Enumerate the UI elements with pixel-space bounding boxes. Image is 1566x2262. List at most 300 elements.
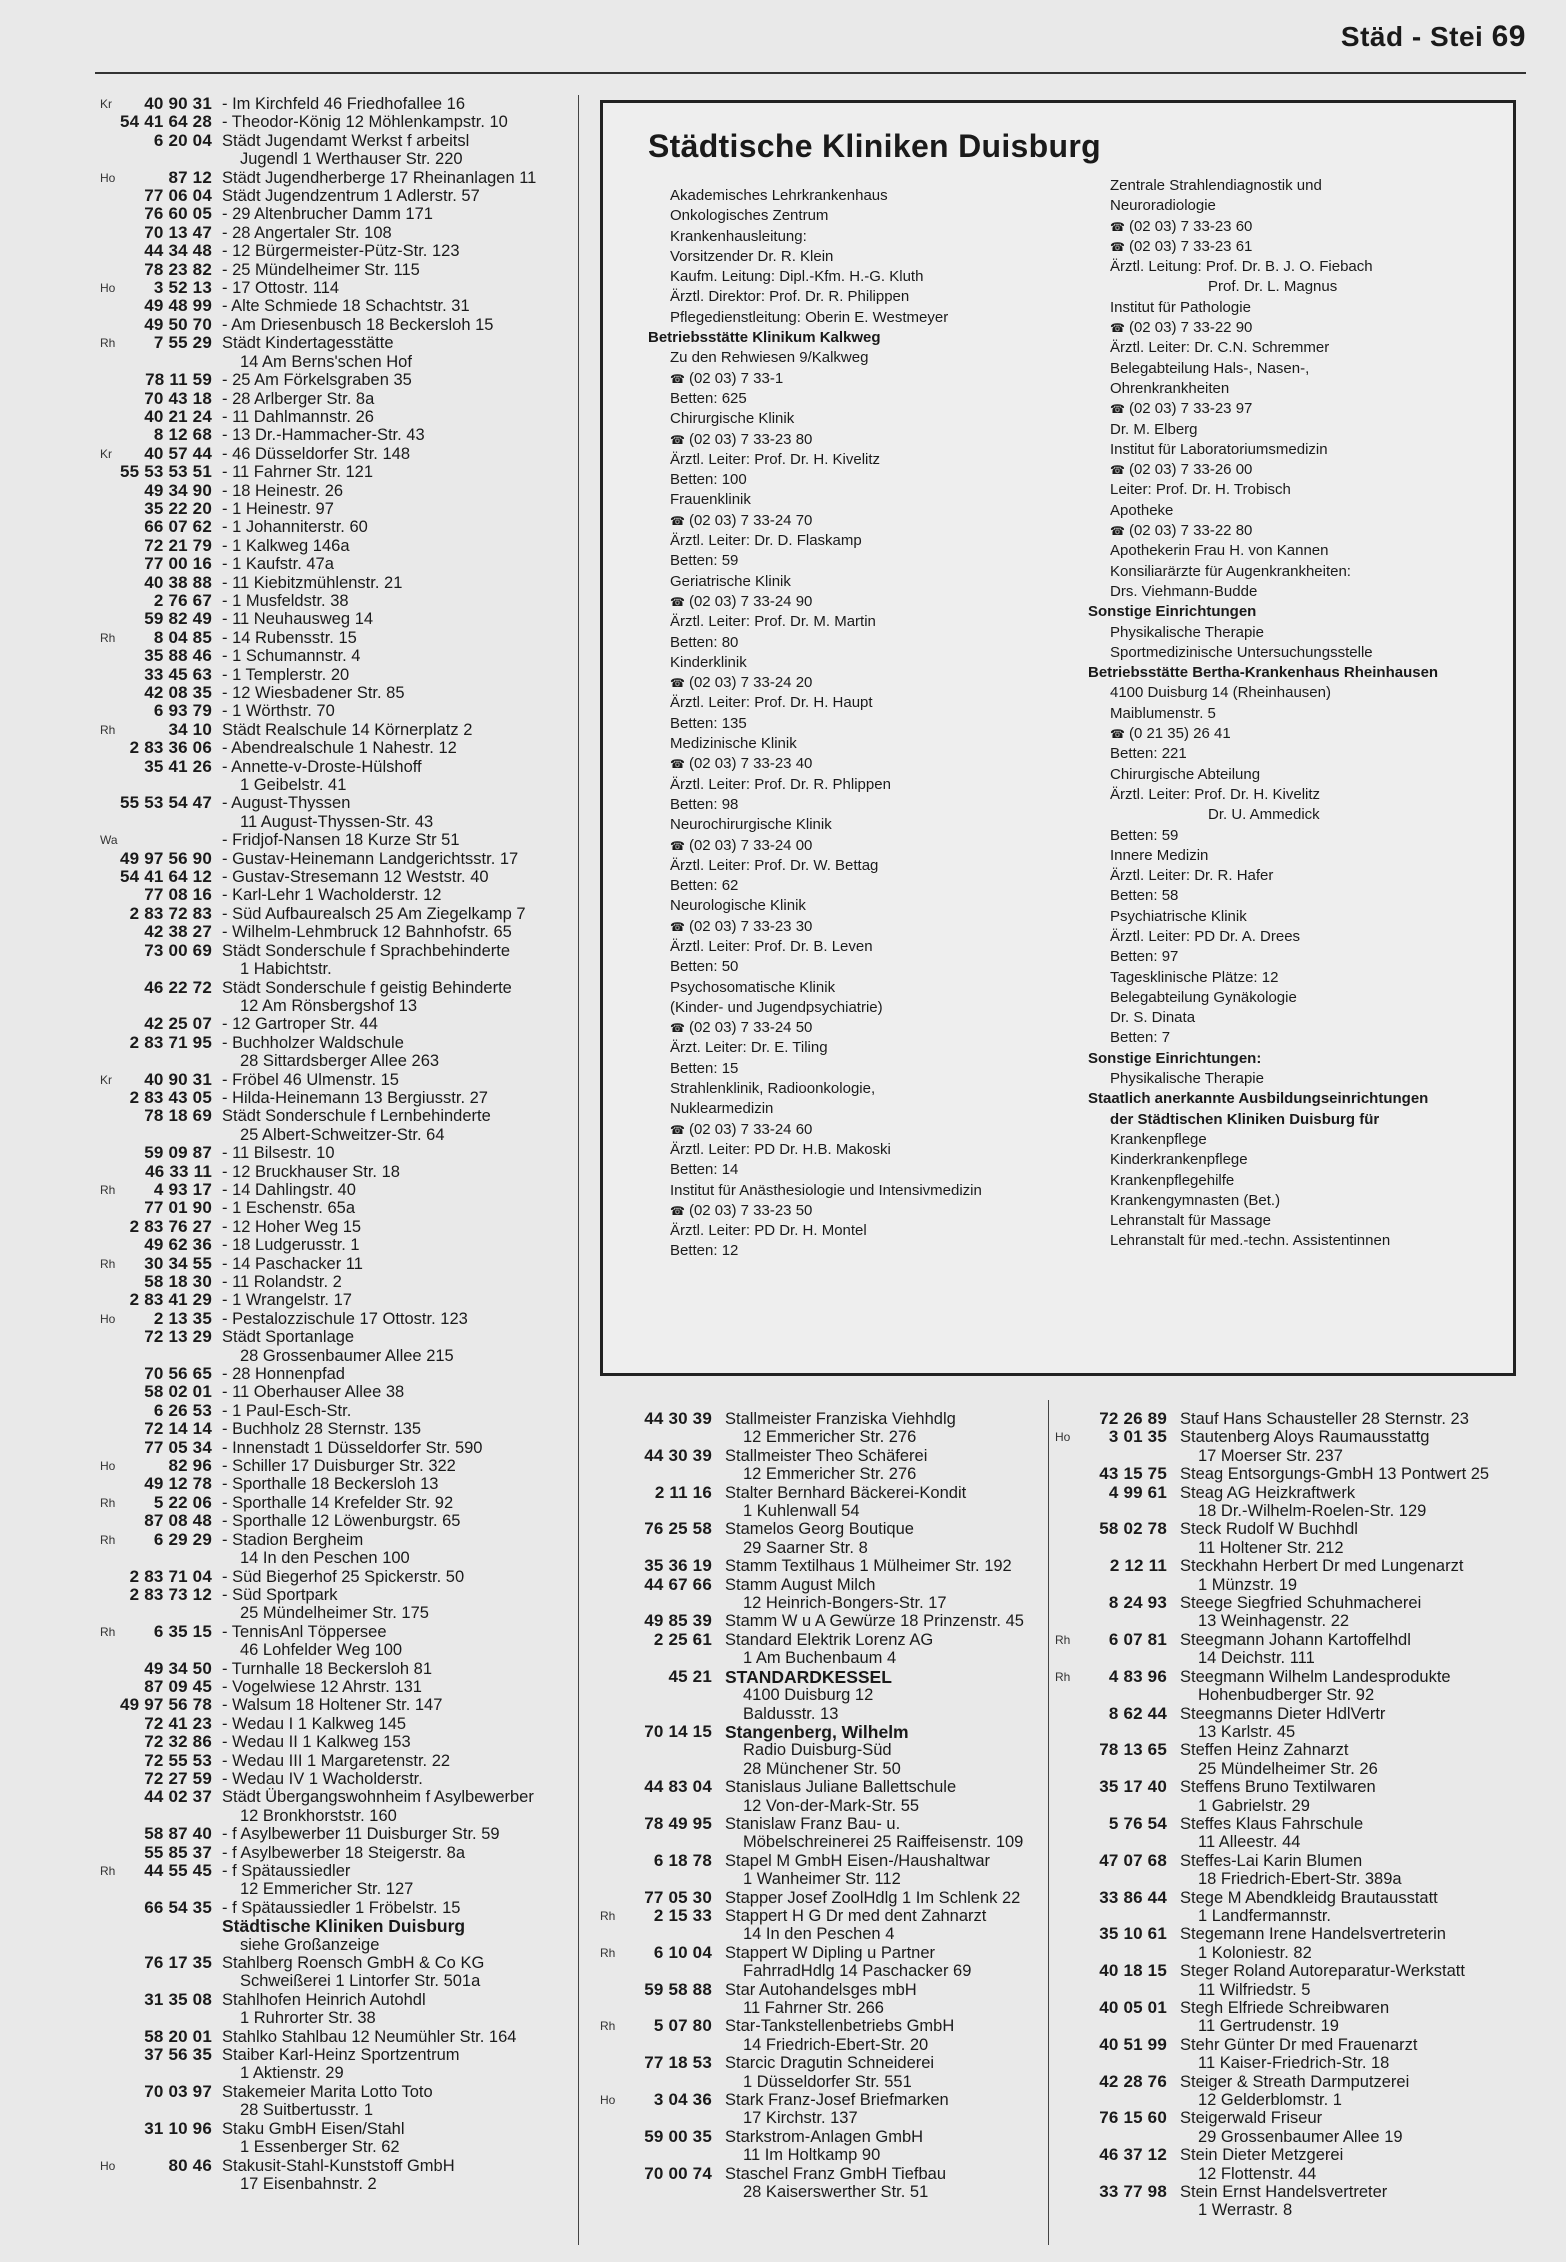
entry-name: - 1 Johanniterstr. 60 — [222, 518, 368, 537]
entry-name: Stapper Josef ZoolHdlg 1 Im Schlenk 22 — [725, 1888, 1021, 1907]
directory-entry — [1055, 1594, 1535, 1631]
directory-entry — [100, 592, 565, 610]
info-line: (Kinder- und Jugendpsychiatrie) — [670, 998, 883, 1016]
district-code: Ho — [100, 1311, 116, 1326]
entry-name: - Buchholzer Waldschule — [222, 1033, 404, 1052]
phone-line — [648, 673, 1048, 693]
entry-name: Stamm Textilhaus 1 Mülheimer Str. 192 — [725, 1557, 1012, 1576]
phone-text: (02 03) 7 33-22 80 — [1128, 522, 1253, 540]
entry-address: 1 Essenberger Str. 62 — [240, 2138, 400, 2157]
entry-name: Städt Sonderschule f geistig Behinderte — [222, 978, 512, 997]
entry-address: Radio Duisburg-Süd — [743, 1741, 892, 1760]
info-line: Maiblumenstr. 5 — [1110, 704, 1216, 722]
phone-number: 70 43 18 — [144, 388, 212, 408]
directory-entry — [100, 1568, 565, 1586]
directory-entry — [100, 1273, 565, 1291]
entry-name: - 28 Arlberger Str. 8a — [222, 389, 375, 408]
entry-name: - Stadion Bergheim — [222, 1530, 364, 1549]
entry-address: 14 Deichstr. 111 — [1198, 1649, 1315, 1668]
info-line: Ohrenkrankheiten — [1110, 379, 1230, 397]
info-line: Sportmedizinische Untersuchungsstelle — [1110, 643, 1373, 661]
info-line: Konsiliarärzte für Augenkrankheiten: — [1110, 562, 1351, 580]
directory-entry — [100, 1163, 565, 1181]
entry-name: Steckhahn Herbert Dr med Lungenarzt — [1180, 1557, 1464, 1576]
entry-name: - 1 Paul-Esch-Str. — [222, 1401, 352, 1420]
entry-name: - Süd Aufbaurealsch 25 Am Ziegelkamp 7 — [222, 904, 526, 923]
entry-name: - Gustav-Stresemann 12 Weststr. 40 — [222, 868, 489, 887]
entry-address: 1 Münzstr. 19 — [1198, 1575, 1298, 1594]
info-line: Ärztl. Leiter: Prof. Dr. H. Haupt — [670, 694, 873, 712]
entry-address: 12 Von-der-Mark-Str. 55 — [743, 1796, 920, 1815]
entry-name: - Sporthalle 12 Löwenburgstr. 65 — [222, 1512, 461, 1531]
entry-name: Steffens Bruno Textilwaren — [1180, 1778, 1376, 1797]
advertisement-box — [600, 100, 1516, 1376]
phone-number: 8 62 44 — [1108, 1703, 1167, 1723]
phone-number: 40 51 99 — [1099, 2034, 1167, 2054]
entry-address: FahrradHdlg 14 Paschacker 69 — [743, 1962, 972, 1981]
section-heading: Betriebsstätte Bertha-Krankenhaus Rheinhausen — [1088, 664, 1439, 682]
entry-name: Stein Ernst Handelsvertreter — [1180, 2183, 1388, 2202]
phone-number: 31 10 96 — [144, 2118, 212, 2138]
phone-number: 2 83 72 83 — [129, 903, 212, 923]
phone-number: 3 04 36 — [653, 2090, 712, 2110]
entry-address: 11 Im Holtkamp 90 — [743, 2146, 881, 2165]
directory-entry — [1055, 1889, 1535, 1926]
entry-name: - 12 Gartroper Str. 44 — [222, 1015, 378, 1034]
entry-address: 1 Ruhrorter Str. 38 — [240, 2009, 376, 2028]
phone-number: 45 21 — [668, 1666, 712, 1686]
info-line: Betten: 135 — [670, 714, 747, 732]
entry-name: - Schiller 17 Duisburger Str. 322 — [222, 1457, 456, 1476]
info-line: Tagesklinische Plätze: 12 — [1110, 968, 1279, 986]
phone-number: 66 07 62 — [144, 517, 212, 537]
info-line: Neurologische Klinik — [670, 897, 806, 915]
entry-name: Stein Dieter Metzgerei — [1180, 2146, 1344, 2165]
phone-number: 78 49 95 — [644, 1813, 712, 1833]
phone-text: (02 03) 7 33-23 60 — [1128, 217, 1253, 235]
entry-name: Steegmann Johann Kartoffelhdl — [1180, 1630, 1411, 1649]
entry-name: - Buchholz 28 Sternstr. 135 — [222, 1420, 422, 1439]
phone-number: 33 77 98 — [1099, 2182, 1167, 2202]
directory-entry — [100, 2028, 565, 2046]
info-line: Krankenpflegehilfe — [1110, 1171, 1235, 1189]
entry-address: 11 Fahrner Str. 266 — [743, 1999, 884, 2017]
entry-name: - 25 Am Förkelsgraben 35 — [222, 371, 412, 390]
telephone-icon: ☎ — [1110, 463, 1125, 478]
entry-name: Stegemann Irene Handelsvertreterin — [1180, 1925, 1446, 1944]
phone-number: 72 55 53 — [144, 1750, 212, 1770]
entry-address: 14 In den Peschen 100 — [240, 1549, 410, 1568]
phone-text: (02 03) 7 33-26 00 — [1128, 461, 1253, 479]
entry-address: 11 Gertrudenstr. 19 — [1198, 2017, 1339, 2036]
entry-address: 25 Mündelheimer Str. 26 — [1198, 1759, 1378, 1778]
phone-number: 76 60 05 — [144, 204, 212, 224]
phone-number: 37 56 35 — [144, 2045, 212, 2065]
phone-number: 78 18 69 — [144, 1106, 212, 1126]
entry-name: - Wedau IV 1 Wacholderstr. — [222, 1769, 423, 1788]
district-code: Ho — [100, 2158, 116, 2173]
entry-name: Steege Siegfried Schuhmacherei — [1180, 1594, 1422, 1613]
entry-name: Städt Sportanlage — [222, 1328, 355, 1347]
info-line: Betten: 12 — [670, 1242, 739, 1260]
phone-text: (02 03) 7 33-24 90 — [688, 592, 813, 610]
entry-address: 12 Emmericher Str. 276 — [743, 1465, 917, 1484]
phone-text: (02 03) 7 33-23 97 — [1128, 400, 1253, 418]
entry-address: 1 Aktienstr. 29 — [240, 2064, 344, 2083]
district-code: Rh — [100, 630, 116, 645]
info-line: Ärztl. Direktor: Prof. Dr. R. Philippen — [670, 288, 910, 306]
phone-number: 6 29 29 — [153, 1529, 212, 1549]
phone-number: 44 30 39 — [644, 1409, 712, 1428]
directory-entry — [600, 1944, 1040, 1981]
phone-number: 6 18 78 — [653, 1850, 712, 1870]
phone-number: 58 87 40 — [144, 1824, 212, 1844]
telephone-icon: ☎ — [670, 1122, 685, 1137]
district-code: Rh — [100, 1182, 116, 1197]
directory-entry — [100, 942, 565, 979]
directory-entry — [100, 279, 565, 297]
entry-address: 1 Habichtstr. — [240, 960, 332, 979]
phone-number: 35 88 46 — [144, 646, 212, 666]
entry-address: 28 Suitbertusstr. 1 — [240, 2101, 373, 2120]
directory-entry — [100, 1181, 565, 1199]
info-line: Onkologisches Zentrum — [670, 207, 829, 225]
entry-name: - 1 Wörthstr. 70 — [222, 702, 335, 721]
info-line: Apotheke — [1110, 501, 1174, 519]
phone-number: 42 25 07 — [144, 1014, 212, 1034]
phone-number: 35 10 61 — [1099, 1924, 1167, 1944]
directory-entry — [100, 1383, 565, 1401]
entry-address: Schweißerei 1 Lintorfer Str. 501a — [240, 1972, 481, 1991]
phone-number: 72 21 79 — [144, 535, 212, 555]
entry-address: 1 Gabrielstr. 29 — [1198, 1796, 1310, 1815]
phone-number: 44 02 37 — [144, 1787, 212, 1807]
phone-number: 44 30 39 — [644, 1445, 712, 1465]
telephone-icon: ☎ — [1110, 727, 1125, 742]
directory-entry — [100, 1733, 565, 1751]
phone-text: (02 03) 7 33-24 50 — [688, 1019, 813, 1037]
entry-name: Städt Jugendzentrum 1 Adlerstr. 57 — [222, 187, 480, 206]
entry-name: - 12 Bürgermeister-Pütz-Str. 123 — [222, 242, 460, 261]
directory-column-left — [100, 95, 565, 2193]
phone-number: 4 83 96 — [1108, 1666, 1167, 1686]
directory-entry — [1055, 2073, 1535, 2110]
directory-entry — [1055, 1999, 1535, 2036]
phone-number: 82 96 — [168, 1456, 212, 1476]
district-code: Rh — [100, 1495, 116, 1510]
phone-line — [1088, 460, 1498, 480]
directory-entry — [100, 702, 565, 720]
phone-number: 46 33 11 — [145, 1161, 212, 1181]
directory-entry — [100, 1862, 565, 1899]
directory-entry — [1055, 2183, 1535, 2220]
directory-entry — [600, 1668, 1040, 1723]
directory-entry — [600, 1520, 1040, 1557]
directory-entry — [1055, 1668, 1535, 1705]
directory-entry — [100, 1954, 565, 1991]
directory-entry — [100, 850, 565, 868]
directory-entry — [100, 1107, 565, 1144]
entry-name: - Sporthalle 14 Krefelder Str. 92 — [222, 1493, 454, 1512]
entry-name: Steigerwald Friseur — [1180, 2109, 1323, 2128]
entry-address: 28 Kaiserswerther Str. 51 — [743, 2183, 929, 2202]
entry-name: - Walsum 18 Holtener Str. 147 — [222, 1696, 443, 1715]
info-line: Nuklearmedizin — [670, 1100, 774, 1118]
entry-address: Baldusstr. 13 — [743, 1704, 839, 1723]
directory-entry — [1055, 1778, 1535, 1815]
entry-name: - 1 Schumannstr. 4 — [222, 647, 361, 666]
info-line: Strahlenklinik, Radioonkologie, — [670, 1080, 876, 1098]
entry-name: - 28 Angertaler Str. 108 — [222, 223, 392, 242]
entry-name: Stegh Elfriede Schreibwaren — [1180, 1999, 1390, 2017]
entry-name: Staku GmbH Eisen/Stahl — [222, 2119, 405, 2138]
directory-entry — [100, 1696, 565, 1714]
entry-address: 11 Kaiser-Friedrich-Str. 18 — [1198, 2054, 1390, 2073]
directory-entry — [1055, 1962, 1535, 1999]
entry-name: - 28 Honnenpfad — [222, 1365, 345, 1384]
district-code: Ho — [100, 170, 116, 185]
directory-entry — [100, 1199, 565, 1217]
district-code: Rh — [600, 1908, 616, 1923]
entry-name: - Annette-v-Droste-Hülshoff — [222, 757, 422, 776]
phone-number: 6 35 15 — [153, 1621, 212, 1641]
entry-address: 1 Werrastr. 8 — [1198, 2201, 1293, 2220]
phone-number: 2 83 41 29 — [129, 1290, 212, 1310]
directory-entry — [600, 1484, 1040, 1521]
entry-name: Stamm August Milch — [725, 1575, 876, 1594]
telephone-icon: ☎ — [1110, 219, 1125, 234]
phone-number: 3 52 13 — [153, 278, 212, 298]
phone-number: 42 28 76 — [1099, 2071, 1167, 2091]
district-code: Rh — [1055, 1669, 1071, 1684]
telephone-icon: ☎ — [1110, 321, 1125, 336]
entry-name: - Im Kirchfeld 46 Friedhofallee 16 — [222, 95, 466, 113]
entry-address: 28 Sittardsberger Allee 263 — [240, 1052, 440, 1071]
directory-entry — [100, 1991, 565, 2028]
directory-entry — [100, 886, 565, 904]
entry-name: Stappert W Dipling u Partner — [725, 1943, 936, 1962]
entry-name: - Abendrealschule 1 Nahestr. 12 — [222, 739, 457, 758]
phone-text: (0 21 35) 26 41 — [1128, 725, 1231, 743]
telephone-icon: ☎ — [670, 594, 685, 609]
directory-entry — [100, 905, 565, 923]
phone-number: 35 41 26 — [144, 756, 212, 776]
phone-number: 2 11 16 — [654, 1482, 712, 1502]
phone-text: (02 03) 7 33-1 — [688, 369, 784, 387]
phone-number: 72 41 23 — [144, 1713, 212, 1733]
phone-number: 42 38 27 — [144, 922, 212, 942]
entry-name: Steffes-Lai Karin Blumen — [1180, 1851, 1363, 1870]
phone-number: 49 34 50 — [144, 1658, 212, 1678]
phone-number: 42 08 35 — [144, 683, 212, 702]
phone-number: 8 04 85 — [153, 627, 212, 647]
phone-number: 55 53 53 51 — [119, 462, 212, 482]
phone-number: 49 97 56 78 — [119, 1695, 212, 1715]
entry-name: Standard Elektrik Lorenz AG — [725, 1630, 934, 1649]
entry-name: Steger Roland Autoreparatur-Werkstatt — [1180, 1962, 1465, 1981]
entry-address: 14 Am Berns'schen Hof — [240, 352, 412, 371]
entry-name: - 1 Musfeldstr. 38 — [222, 591, 349, 610]
entry-name: - Theodor-König 12 Möhlenkampstr. 10 — [222, 113, 508, 132]
directory-entry — [100, 187, 565, 205]
entry-name: Steegmann Wilhelm Landesprodukte — [1180, 1667, 1451, 1686]
entry-name: Stallmeister Theo Schäferei — [725, 1446, 928, 1465]
info-line: Apothekerin Frau H. von Kannen — [1110, 542, 1329, 560]
entry-name: - 25 Mündelheimer Str. 115 — [222, 260, 420, 279]
info-line: Prof. Dr. L. Magnus — [1208, 278, 1338, 296]
directory-entry — [100, 1788, 565, 1825]
directory-entry — [1055, 1925, 1535, 1962]
phone-number: 40 18 15 — [1099, 1961, 1167, 1981]
info-line: Betten: 98 — [670, 795, 739, 813]
directory-entry — [100, 334, 565, 371]
district-code: Rh — [100, 1256, 116, 1271]
phone-line — [648, 754, 1048, 774]
phone-number: 2 83 73 12 — [129, 1584, 212, 1604]
info-line: Dr. U. Ammedick — [1208, 806, 1320, 824]
directory-entry — [100, 1402, 565, 1420]
directory-entry — [1055, 1428, 1535, 1465]
entry-name: - Süd Sportpark — [222, 1585, 338, 1604]
phone-number: 2 15 33 — [653, 1905, 712, 1925]
phone-number: 70 00 74 — [644, 2163, 712, 2183]
directory-entry — [100, 1310, 565, 1328]
telephone-icon: ☎ — [1110, 239, 1125, 254]
header-rule — [95, 72, 1526, 74]
entry-name: Stahlberg Roensch GmbH & Co KG — [222, 1954, 485, 1973]
info-line: Psychiatrische Klinik — [1110, 907, 1247, 925]
directory-entry — [100, 1439, 565, 1457]
directory-entry — [100, 426, 565, 444]
entry-name: Staschel Franz GmbH Tiefbau — [725, 2164, 947, 2183]
district-code: Wa — [100, 833, 118, 848]
info-line: Ärztl. Leiter: Prof. Dr. R. Phlippen — [670, 775, 891, 793]
info-line: Ärztl. Leiter: Prof. Dr. W. Bettag — [670, 856, 879, 874]
entry-address: 11 August-Thyssen-Str. 43 — [240, 812, 434, 831]
entry-name: STANDARDKESSEL — [725, 1666, 892, 1687]
entry-name: Steegmanns Dieter HdlVertr — [1180, 1704, 1386, 1723]
entry-name: - Karl-Lehr 1 Wacholderstr. 12 — [222, 886, 442, 905]
info-line: Ärzt. Leiter: Dr. E. Tiling — [670, 1039, 828, 1057]
section-heading: Staatlich anerkannte Ausbildungseinrichtungen — [1088, 1090, 1429, 1108]
entry-name: Städtische Kliniken Duisburg — [222, 1916, 466, 1937]
phone-text: (02 03) 7 33-23 30 — [688, 917, 813, 935]
district-code: Rh — [100, 1624, 116, 1639]
phone-line — [1088, 724, 1498, 744]
info-line: Zentrale Strahlendiagnostik und — [1110, 177, 1322, 194]
directory-entry — [1055, 1484, 1535, 1521]
entry-name: - Am Driesenbusch 18 Beckersloh 15 — [222, 315, 494, 334]
phone-text: (02 03) 7 33-23 80 — [688, 430, 813, 448]
entry-address: 25 Mündelheimer Str. 175 — [240, 1604, 429, 1623]
info-line: Psychosomatische Klinik — [670, 978, 836, 996]
phone-number: 87 12 — [168, 167, 212, 187]
district-code: Rh — [100, 1864, 116, 1878]
phone-number: 49 34 90 — [144, 480, 212, 500]
entry-name: - Fridjof-Nansen 18 Kurze Str 51 — [222, 831, 460, 850]
telephone-icon: ☎ — [670, 432, 685, 447]
entry-name: - 11 Rolandstr. 2 — [222, 1273, 342, 1291]
phone-number: 35 17 40 — [1099, 1777, 1167, 1797]
district-code: Ho — [600, 2093, 616, 2108]
column-divider — [578, 95, 579, 2245]
phone-number: 7 55 29 — [153, 333, 212, 353]
entry-name: Steck Rudolf W Buchhdl — [1180, 1520, 1358, 1539]
entry-name: Starkstrom-Anlagen GmbH — [725, 2127, 924, 2146]
info-line: Medizinische Klinik — [670, 735, 797, 753]
entry-name: - Wedau II 1 Kalkweg 153 — [222, 1733, 411, 1752]
directory-entry — [100, 500, 565, 518]
directory-entry — [600, 1557, 1040, 1575]
district-code: Rh — [600, 1945, 616, 1960]
entry-address: 17 Moerser Str. 237 — [1198, 1446, 1343, 1465]
directory-entry — [100, 1236, 565, 1254]
directory-entry — [100, 1218, 565, 1236]
entry-name: - 1 Kalkweg 146a — [222, 536, 350, 555]
directory-entry — [100, 684, 565, 702]
entry-name: - 29 Altenbrucher Damm 171 — [222, 205, 433, 224]
info-line: Institut für Anästhesiologie und Intensivmedizin — [670, 1181, 982, 1199]
entry-name: Städt Übergangswohnheim f Asylbewerber — [222, 1788, 534, 1807]
info-line: Betten: 50 — [670, 958, 739, 976]
entry-name: - 1 Wrangelstr. 17 — [222, 1291, 352, 1310]
directory-entry — [100, 2120, 565, 2157]
phone-number: 30 34 55 — [144, 1253, 212, 1273]
directory-entry — [100, 132, 565, 169]
district-code: Rh — [1055, 1632, 1071, 1647]
info-line: Betten: 625 — [670, 389, 747, 407]
entry-address: 13 Weinhagenstr. 22 — [1198, 1612, 1350, 1631]
info-line: Betten: 97 — [1110, 948, 1179, 966]
district-code: Ho — [100, 281, 116, 296]
info-line: Ärztl. Leiter: Prof. Dr. M. Martin — [670, 613, 876, 631]
entry-name: Städt Sonderschule f Lernbehinderte — [222, 1107, 491, 1126]
directory-entry — [600, 1723, 1040, 1778]
info-line: Ärztl. Leiter: PD Dr. H. Montel — [670, 1222, 867, 1240]
info-line: Dr. S. Dinata — [1110, 1009, 1196, 1027]
phone-number: 40 90 31 — [144, 1069, 212, 1089]
entry-address: 11 Alleestr. 44 — [1198, 1833, 1301, 1852]
directory-entry — [100, 1844, 565, 1862]
entry-address: Hohenbudberger Str. 92 — [1198, 1686, 1375, 1705]
phone-number: 78 11 59 — [145, 370, 212, 390]
entry-address: 1 Geibelstr. 41 — [240, 776, 347, 795]
district-code: Kr — [100, 446, 112, 461]
directory-entry — [100, 868, 565, 886]
telephone-icon: ☎ — [670, 838, 685, 853]
phone-text: (02 03) 7 33-23 50 — [688, 1201, 813, 1219]
directory-entry — [100, 1660, 565, 1678]
entry-name: Stamm W u A Gewürze 18 Prinzenstr. 45 — [725, 1612, 1024, 1631]
phone-number: 72 14 14 — [144, 1419, 212, 1439]
info-line: Zu den Rehwiesen 9/Kalkweg — [670, 349, 869, 367]
entry-name: - 12 Bruckhauser Str. 18 — [222, 1162, 400, 1181]
info-line: Lehranstalt für Massage — [1110, 1212, 1271, 1230]
entry-address: 11 Holtener Str. 212 — [1198, 1538, 1344, 1557]
entry-name: - Innenstadt 1 Düsseldorfer Str. 590 — [222, 1438, 483, 1457]
phone-number: 72 32 86 — [144, 1732, 212, 1752]
directory-column-right — [1055, 1410, 1535, 2220]
entry-name: Stanislaus Juliane Ballettschule — [725, 1778, 957, 1797]
phone-number: 59 58 88 — [644, 1979, 712, 1999]
phone-number: 58 02 78 — [1099, 1519, 1167, 1539]
info-line: Pflegedienstleitung: Oberin E. Westmeyer — [670, 308, 949, 326]
phone-number: 77 08 16 — [144, 885, 212, 905]
page-header — [0, 0, 1566, 70]
phone-number: 35 36 19 — [644, 1556, 712, 1576]
directory-entry — [100, 574, 565, 592]
phone-number: 6 07 81 — [1108, 1629, 1167, 1649]
